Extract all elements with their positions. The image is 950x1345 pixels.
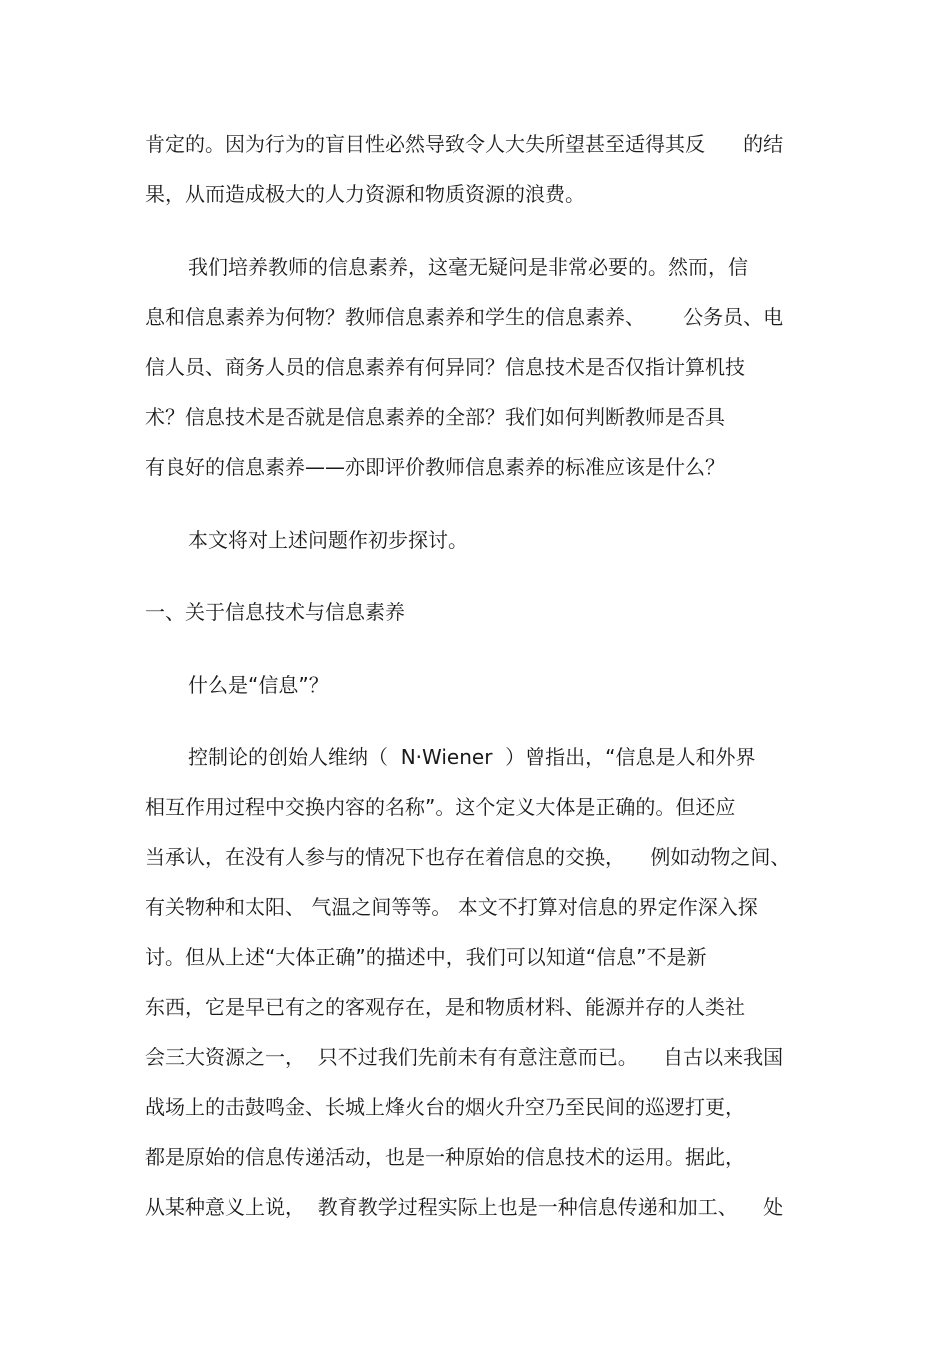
paragraph-line: 从某种意义上说， 教育教学过程实际上也是一种信息传递和加工、 处 <box>145 1195 784 1219</box>
paragraph-line: 信人员、商务人员的信息素养有何异同？信息技术是否仅指计算机技 <box>145 355 745 379</box>
paragraph-line: 我们培养教师的信息素养，这毫无疑问是非常必要的。然而，信 <box>188 255 748 279</box>
section-heading: 一、关于信息技术与信息素养 <box>145 600 405 624</box>
paragraph-line: 东西，它是早已有之的客观存在，是和物质材料、能源并存的人类社 <box>145 995 745 1019</box>
paragraph-line: 术？信息技术是否就是信息素养的全部？我们如何判断教师是否具 <box>145 405 725 429</box>
paragraph-line: 战场上的击鼓鸣金、长城上烽火台的烟火升空乃至民间的巡逻打更， <box>145 1095 745 1119</box>
paragraph-line: 都是原始的信息传递活动，也是一种原始的信息技术的运用。据此， <box>145 1145 745 1169</box>
paragraph-line: 会三大资源之一， 只不过我们先前未有有意注意而已。 自古以来我国 <box>145 1045 784 1069</box>
paragraph-line: 控制论的创始人维纳（ N·Wiener ）曾指出，“信息是人和外界 <box>188 745 756 769</box>
paragraph-line: 相互作用过程中交换内容的名称”。这个定义大体是正确的。但还应 <box>145 795 736 819</box>
paragraph-line: 有关物种和太阳、 气温之间等等。 本文不打算对信息的界定作深入探 <box>145 895 758 919</box>
paragraph-line: 息和信息素养为何物？教师信息素养和学生的信息素养、 公务员、电 <box>145 305 784 329</box>
subsection-heading: 什么是“信息”？ <box>188 673 329 697</box>
paragraph-line: 讨。但从上述“大体正确”的描述中，我们可以知道“信息”不是新 <box>145 945 707 969</box>
paragraph-line: 当承认，在没有人参与的情况下也存在着信息的交换， 例如动物之间、 <box>145 845 791 869</box>
paragraph-line: 本文将对上述问题作初步探讨。 <box>188 528 468 552</box>
paragraph-line: 有良好的信息素养——亦即评价教师信息素养的标准应该是什么？ <box>145 455 725 479</box>
paragraph-line: 肯定的。因为行为的盲目性必然导致令人大失所望甚至适得其反 的结 <box>145 132 784 156</box>
paragraph-line: 果，从而造成极大的人力资源和物质资源的浪费。 <box>145 182 585 206</box>
